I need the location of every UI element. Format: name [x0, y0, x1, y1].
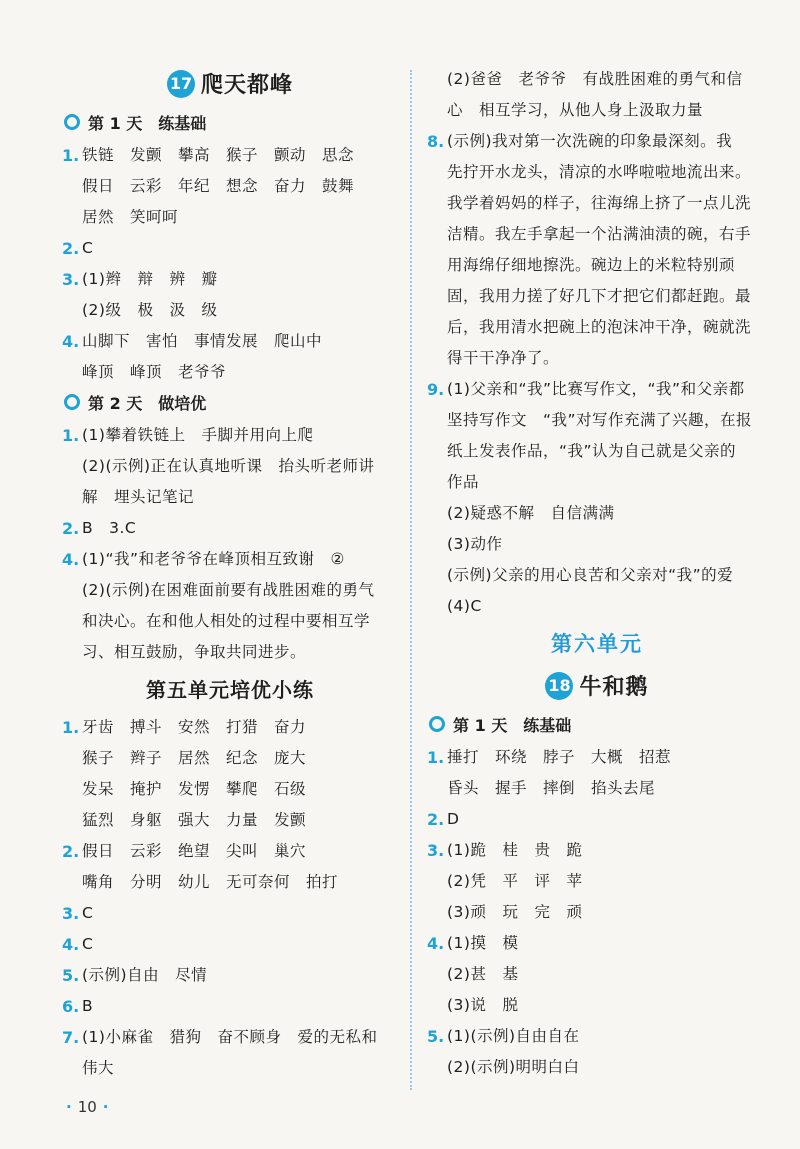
ring-bullet-icon [64, 114, 80, 130]
section-day-1 [62, 108, 398, 140]
answer-line: (示例)自由 尽情 [82, 966, 208, 984]
answer-line: (2)级 极 汲 级 [82, 301, 218, 319]
answer-item [62, 712, 398, 836]
page-number [60, 1098, 115, 1116]
unit-6-title: 第六单元 [551, 632, 643, 656]
item-number: 1. [62, 426, 80, 445]
answer-line: 固，我用力搓了好几下才把它们都赶跑。最 [447, 287, 752, 305]
lesson-title-text: 牛和鹅 [579, 675, 649, 700]
answer-line: (1)“我”和老爷爷在峰顶相互致谢 ② [82, 550, 345, 568]
answer-item [62, 140, 398, 233]
answer-line: C [82, 935, 94, 953]
answer-line: (4)C [447, 597, 482, 615]
answer-line: (2)爸爸 老爷爷 有战胜困难的勇气和信 [447, 70, 743, 88]
item-number: 2. [62, 842, 80, 861]
answer-line: (1)小麻雀 猎狗 奋不顾身 爱的无私和 [82, 1028, 378, 1046]
answer-line: 我学着妈妈的样子，往海绵上挤了一点儿洗 [447, 194, 752, 212]
answer-line: 铁链 发颤 攀高 猴子 颤动 思念 [82, 146, 355, 164]
answer-item [62, 991, 398, 1022]
answer-line: 嘴角 分明 幼儿 无可奈何 拍打 [82, 873, 339, 891]
section-label: 第 1 天 练基础 [88, 114, 207, 133]
answer-line: 洁精。我左手拿起一个沾满油渍的碗，右手 [447, 225, 752, 243]
section-label: 第 2 天 做培优 [88, 394, 207, 413]
dot-icon: · [66, 1098, 72, 1116]
answer-line: (2)(示例)在困难面前要有战胜困难的勇气 [82, 581, 375, 599]
item-number: 3. [427, 841, 445, 860]
answer-line: 心 相互学习，从他人身上汲取力量 [447, 101, 704, 119]
item-number: 8. [427, 132, 445, 151]
answer-line: 峰顶 峰顶 老爷爷 [82, 363, 227, 381]
answer-line: (1)(示例)自由自在 [447, 1027, 580, 1045]
answer-item-continuation [427, 64, 767, 126]
answer-line: (示例)我对第一次洗碗的印象最深刻。我 [447, 132, 733, 150]
item-number: 4. [427, 934, 445, 953]
item-number: 3. [62, 270, 80, 289]
answer-item [427, 835, 767, 928]
answer-line: 得干干净净了。 [447, 349, 560, 367]
answer-line: B [82, 997, 94, 1015]
answer-item [62, 929, 398, 960]
unit-5-drill-title: 第五单元培优小练 [146, 678, 314, 702]
answer-line: (3)说 脱 [447, 996, 519, 1014]
section-day-1 [427, 710, 767, 742]
answer-line: (2)甚 基 [447, 965, 519, 983]
answer-line: (2)(示例)正在认真地听课 抬头听老师讲 [82, 457, 375, 475]
answer-line: (1)父亲和“我”比赛写作文，“我”和父亲都 [447, 380, 745, 398]
answer-line: 坚持写作文 “我”对写作充满了兴趣，在报 [447, 411, 753, 429]
page-number-text: 10 [77, 1098, 97, 1116]
answer-line: 作品 [447, 473, 480, 491]
answer-item [62, 544, 398, 668]
item-number: 4. [62, 935, 80, 954]
answer-line: 发呆 掩护 发愣 攀爬 石级 [82, 780, 307, 798]
answer-item [62, 264, 398, 326]
item-number: 3. [62, 904, 80, 923]
answer-item [62, 233, 398, 264]
answer-item [62, 1022, 398, 1084]
dot-icon: · [102, 1098, 109, 1116]
answer-line: (1)攀着铁链上 手脚并用向上爬 [82, 426, 314, 444]
answer-line: 居然 笑呵呵 [82, 208, 179, 226]
answer-line: 假日 云彩 年纪 想念 奋力 鼓舞 [82, 177, 355, 195]
answer-line: 昏头 握手 摔倒 掐头去尾 [447, 779, 656, 797]
answer-line: (2)(示例)明明白白 [447, 1058, 580, 1076]
answer-line: 解 埋头记笔记 [82, 488, 195, 506]
answer-item [427, 804, 767, 835]
item-number: 6. [62, 997, 80, 1016]
answer-line: 纸上发表作品，“我”认为自己就是父亲的 [447, 442, 737, 460]
lesson-17-title [62, 64, 398, 108]
answer-line: (1)摸 模 [447, 934, 519, 952]
column-divider [410, 70, 412, 1090]
answer-line: 猛烈 身躯 强大 力量 发颤 [82, 811, 307, 829]
left-column [62, 64, 398, 1084]
answer-line: (1)辫 辩 辨 瓣 [82, 270, 218, 288]
item-number: 2. [427, 810, 445, 829]
answer-line: D [447, 810, 460, 828]
item-number: 1. [427, 748, 445, 767]
item-number: 2. [62, 239, 80, 258]
answer-item [62, 420, 398, 513]
item-number: 1. [62, 718, 80, 737]
answer-line: 猴子 辫子 居然 纪念 庞大 [82, 749, 307, 767]
answer-line: (3)动作 [447, 535, 503, 553]
answer-line: 先拧开水龙头，清凉的水哗啦啦地流出来。 [447, 163, 752, 181]
section-label: 第 1 天 练基础 [453, 716, 572, 735]
answer-item [62, 836, 398, 898]
lesson-title-text: 爬天都峰 [200, 73, 293, 98]
answer-line: 牙齿 搏斗 安然 打猎 奋力 [82, 718, 307, 736]
answer-item [427, 928, 767, 1021]
answer-item [62, 898, 398, 929]
answer-line: C [82, 904, 94, 922]
answer-line: (2)疑惑不解 自信满满 [447, 504, 615, 522]
item-number: 4. [62, 332, 80, 351]
answer-item [62, 326, 398, 388]
answer-line: 捶打 环绕 脖子 大概 招惹 [447, 748, 672, 766]
answer-item [62, 513, 398, 544]
answer-line: (1)跪 桂 贵 跪 [447, 841, 583, 859]
item-number: 7. [62, 1028, 80, 1047]
answer-line: 用海绵仔细地擦洗。碗边上的米粒特别顽 [447, 256, 736, 274]
item-number: 5. [427, 1027, 445, 1046]
answer-item [427, 1021, 767, 1083]
answer-line: B 3.C [82, 519, 137, 537]
answer-item [62, 960, 398, 991]
answer-line: C [82, 239, 94, 257]
ring-bullet-icon [429, 716, 445, 732]
answer-line: (3)顽 玩 完 顽 [447, 903, 583, 921]
lesson-number-badge: 17 [167, 70, 195, 98]
item-number: 9. [427, 380, 445, 399]
answer-line: 和决心。在和他人相处的过程中要相互学 [82, 612, 371, 630]
answer-line: 山脚下 害怕 事情发展 爬山中 [82, 332, 323, 350]
lesson-18-title [427, 666, 767, 710]
section-day-2 [62, 388, 398, 420]
answer-item [427, 374, 767, 622]
item-number: 5. [62, 966, 80, 985]
item-number: 4. [62, 550, 80, 569]
answer-line: 后，我用清水把碗上的泡沫冲干净，碗就洗 [447, 318, 752, 336]
answer-line: (示例)父亲的用心良苦和父亲对“我”的爱 [447, 566, 734, 584]
item-number: 2. [62, 519, 80, 538]
answer-line: 习、相互鼓励，争取共同进步。 [82, 643, 307, 661]
lesson-number-badge: 18 [545, 672, 573, 700]
answer-item [427, 742, 767, 804]
right-column [427, 64, 767, 1083]
answer-line: 伟大 [82, 1059, 115, 1077]
answer-item [427, 126, 767, 374]
ring-bullet-icon [64, 394, 80, 410]
item-number: 1. [62, 146, 80, 165]
answer-line: 假日 云彩 绝望 尖叫 巢穴 [82, 842, 307, 860]
answer-line: (2)凭 平 评 苹 [447, 872, 583, 890]
